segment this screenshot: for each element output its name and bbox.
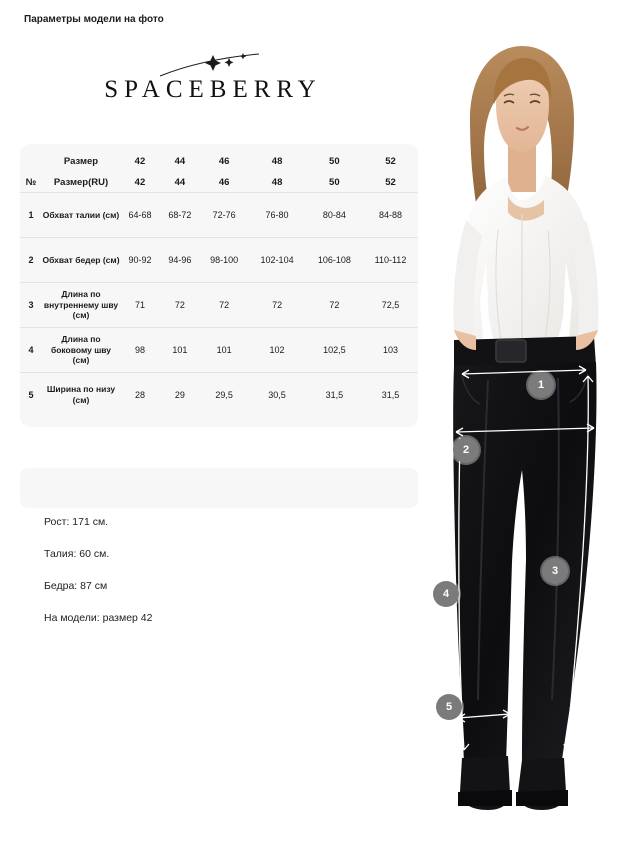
table-header-row-intl (20, 150, 418, 172)
row-number: 1 (28, 210, 34, 220)
table-row (20, 193, 418, 237)
list-item: На модели: размер 42 (44, 612, 153, 624)
header-size-label: Размер (63, 155, 99, 167)
model-photo (418, 0, 636, 848)
cell-value: 29,5 (215, 390, 233, 400)
table-row (20, 238, 418, 282)
cell-value: 29 (174, 390, 185, 400)
row-number: 2 (28, 255, 34, 265)
size-table-card (20, 144, 418, 427)
size-table (20, 150, 418, 417)
cell-value: 72-76 (212, 210, 236, 220)
cell-value: 68-72 (168, 210, 192, 220)
cell-value: 30,5 (268, 390, 286, 400)
table-row (20, 373, 418, 417)
model-illustration (418, 0, 636, 848)
sparkle-swoosh-icon (0, 52, 420, 78)
callout-2: 2 (453, 437, 479, 463)
model-params-title: Параметры модели на фото (24, 14, 164, 25)
cell-value: 106-108 (317, 255, 351, 265)
cell-value: 28 (134, 390, 145, 400)
row-label: Длина по внутреннему шву (см) (43, 289, 119, 321)
header-ru-44: 44 (174, 176, 186, 188)
list-item: Бедра: 87 см (44, 580, 108, 592)
row-label: Ширина по низу (см) (46, 384, 116, 405)
row-number: 4 (28, 345, 34, 355)
header-ru-48: 48 (271, 176, 283, 188)
callout-4: 4 (433, 581, 459, 607)
header-size-ru-label: Размер(RU) (53, 176, 109, 188)
row-label: Обхват бедер (см) (42, 254, 120, 265)
cell-value: 102-104 (260, 255, 294, 265)
cell-value: 64-68 (128, 210, 152, 220)
cell-value: 72 (219, 300, 230, 310)
table-row (20, 283, 418, 327)
row-label: Длина по боковому шву (см) (50, 334, 112, 366)
cell-value: 94-96 (168, 255, 192, 265)
cell-value: 101 (172, 345, 188, 355)
table-header-row-ru (20, 172, 418, 192)
header-ru-42: 42 (134, 176, 146, 188)
header-num-cell (20, 150, 42, 172)
row-number: 3 (28, 300, 34, 310)
list-item: Рост: 171 см. (44, 516, 109, 528)
callout-3: 3 (542, 558, 568, 584)
cell-value: 101 (216, 345, 232, 355)
cell-value: 31,5 (381, 390, 400, 400)
header-ru-52: 52 (385, 176, 396, 188)
header-size-48: 48 (271, 155, 283, 167)
cell-value: 102 (269, 345, 285, 355)
cell-value: 90-92 (128, 255, 152, 265)
brand-logo (0, 52, 420, 104)
callout-1: 1 (528, 372, 554, 398)
cell-value: 72 (272, 300, 283, 310)
list-item: Талия: 60 см. (44, 548, 110, 560)
cell-value: 31,5 (325, 390, 344, 400)
cell-value: 76-80 (265, 210, 289, 220)
header-num-symbol: № (25, 176, 37, 188)
cell-value: 98-100 (210, 255, 239, 265)
model-params-card (20, 468, 418, 508)
header-ru-46: 46 (218, 176, 230, 188)
callout-5: 5 (436, 694, 462, 720)
cell-value: 110-112 (374, 255, 407, 265)
cell-value: 102,5 (323, 345, 346, 355)
header-size-52: 52 (385, 155, 396, 167)
cell-value: 84-88 (378, 210, 402, 220)
header-size-42: 42 (134, 155, 146, 167)
cell-value: 72 (174, 300, 185, 310)
cell-value: 80-84 (322, 210, 346, 220)
cell-value: 98 (134, 345, 145, 355)
table-row (20, 328, 418, 372)
row-number: 5 (28, 390, 34, 400)
header-size-46: 46 (218, 155, 230, 167)
model-params-list (44, 516, 364, 644)
row-label: Обхват талии (см) (42, 209, 120, 220)
cell-value: 72,5 (381, 300, 400, 310)
cell-value: 72 (329, 300, 340, 310)
cell-value: 103 (382, 345, 398, 355)
header-size-50: 50 (329, 155, 340, 167)
brand-name: SPACEBERRY (104, 76, 322, 103)
header-ru-50: 50 (329, 176, 340, 188)
cell-value: 71 (134, 300, 145, 310)
header-size-44: 44 (174, 155, 186, 167)
